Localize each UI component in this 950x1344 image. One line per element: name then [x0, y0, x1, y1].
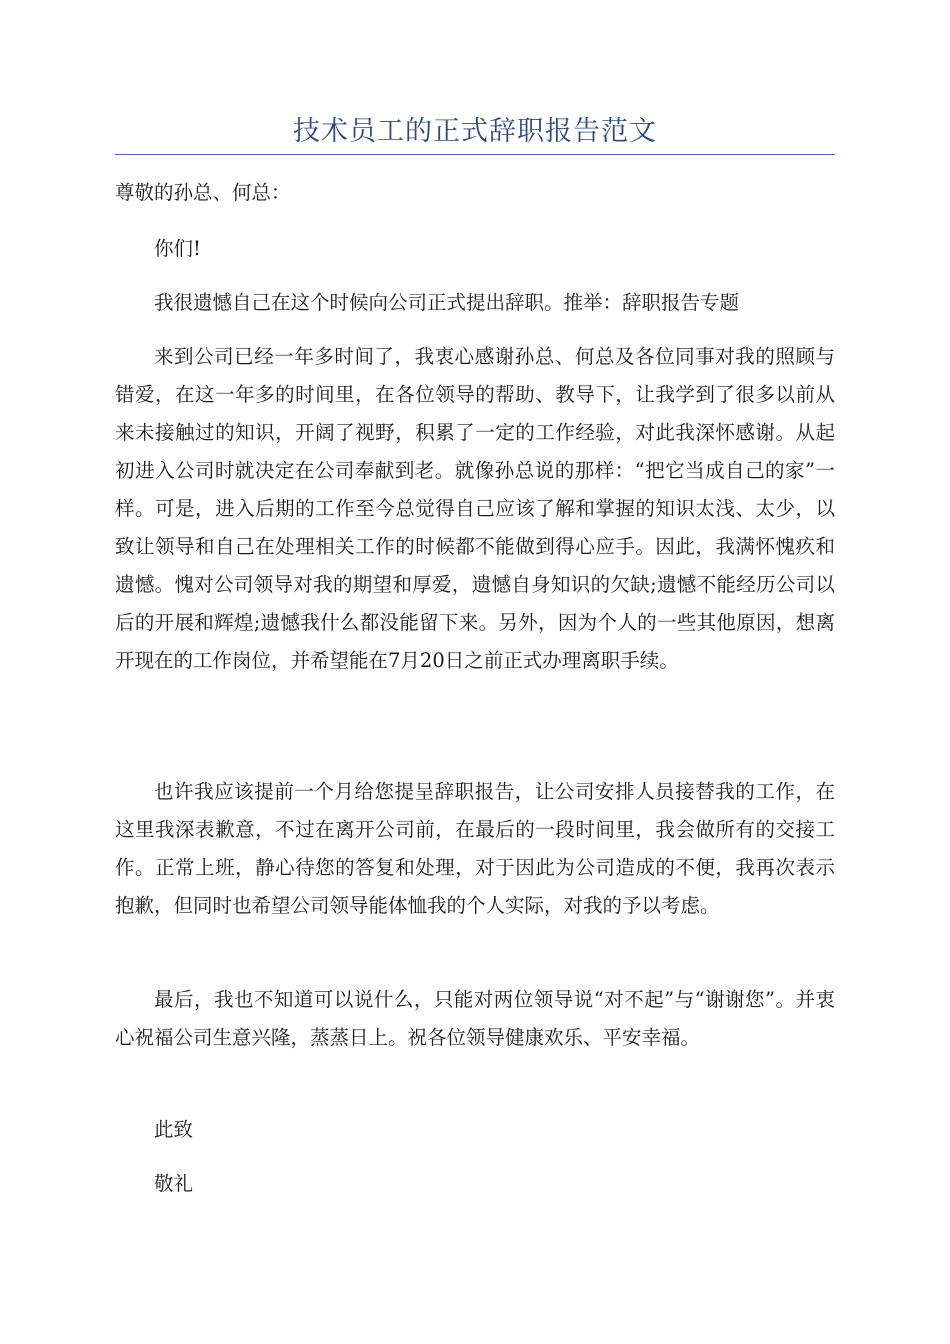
- document-title: 技术员工的正式辞职报告范文: [293, 116, 657, 147]
- paragraph-gratitude: 来到公司已经一年多时间了，我衷心感谢孙总、何总及各位同事对我的照顾与错爱，在这一年多的时间里，在各位领导的帮助、教导下，让我学到了很多以前从来未接触过的知识，开阔了视野，积累了一定的工作经验，对此我深怀感谢。从起初进入公司时就决定在公司奉献到老。就像孙总说的那样：“把它当成自己的家”一样。可是，进入后期的工作至今总觉得自己应该了解和掌握的知识太浅、太少，以致让领导和自己在处理相关工作的时候都不能做到得心应手。因此，我满怀愧疚和遗憾。愧对公司领导对我的期望和厚爱，遗憾自身知识的欠缺;遗憾不能经历公司以后的开展和辉煌;遗憾我什么都没能留下来。另外，因为个人的一些其他原因，想离开现在的工作岗位，并希望能在7月20日之前正式办理离职手续。: [115, 345, 835, 672]
- salutation: 尊敬的孙总、何总：: [115, 181, 291, 204]
- title-underline: [115, 154, 835, 155]
- paragraph-apology: 也许我应该提前一个月给您提呈辞职报告，让公司安排人员接替我的工作，在这里我深表歉意，不过在离开公司前，在最后的一段时间里，我会做所有的交接工作。正常上班，静心待您的答复和处理，对于因此为公司造成的不便，我再次表示抱歉，但同时也希望公司领导能体恤我的个人实际，对我的予以考虑。: [115, 780, 835, 917]
- paragraph-intro: 我很遗憾自己在这个时候向公司正式提出辞职。推举：辞职报告专题: [154, 291, 740, 314]
- greeting: 你们!: [154, 237, 201, 260]
- closing-jingli: 敬礼: [154, 1172, 194, 1195]
- paragraph-blessing: 最后，我也不知道可以说什么，只能对两位领导说“对不起”与“谢谢您”。并衷心祝福公司生意兴隆，蒸蒸日上。祝各位领导健康欢乐、平安幸福。: [115, 988, 835, 1049]
- closing-cizhi: 此致: [154, 1118, 194, 1141]
